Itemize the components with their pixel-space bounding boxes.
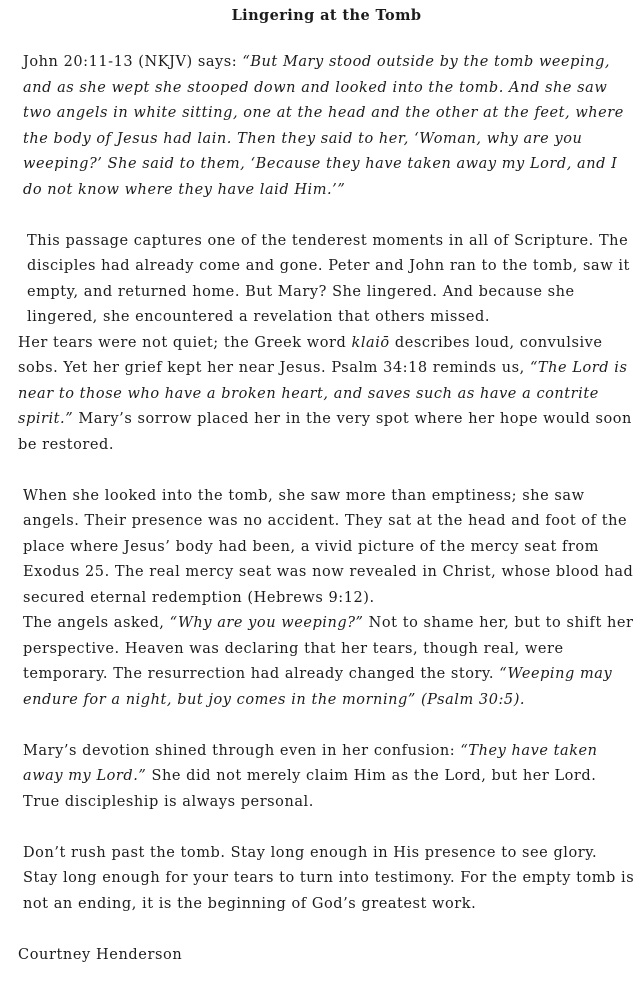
psalm-30-quote: “Weeping may endure for a night, but joy comes in the morning” (Psalm 30:5).: [23, 666, 613, 708]
paragraph-tears: Her tears were not quiet; the Greek word klaiō describes loud, convulsive sobs. Yet her grief kept her near Jesus. Psalm 34:18 reminds us, “The Lord is near to those who have a broken heart, and saves such as have a contrite spirit.” Mary’s sorrow placed her in the very spot where her hope would soon be restored.: [18, 334, 632, 453]
scripture-quote: “But Mary stood outside by the tomb weeping, and as she wept she stooped down and looked into the tomb. And she saw two angels in white sitting, one at the head and the other at the feet, where the body of Jesus had lain. Then they said to her, ‘Woman, why are you weeping?’ She said to them, ‘Because they have taken away my Lord, and I do not know where they have laid Him.’”: [23, 54, 624, 198]
paragraph-devotion: Mary’s devotion shined through even in her confusion: “They have taken away my Lord.” She did not merely claim Him as the Lord, but her Lord. True discipleship is always personal.: [23, 742, 598, 810]
scripture-reference: John 20:11-13 (NKJV) says:: [23, 54, 243, 70]
page-title: Lingering at the Tomb: [231, 7, 422, 24]
paragraph-closing: Don’t rush past the tomb. Stay long enough in His presence to see glory. Stay long enough for your tears to turn into testimony. For the empty tomb is not an ending, it is the beginning of God’s greatest work.: [23, 844, 635, 912]
paragraph-angels: When she looked into the tomb, she saw more than emptiness; she saw angels. Their presence was no accident. They sat at the head and foot of the place where Jesus’ body had been, a vivid picture of the mercy seat from Exodus 25. The real mercy seat was now revealed in Christ, whose blood had secured eternal redemption (Hebrews 9:12).: [23, 487, 634, 606]
paragraph-tender-moment: This passage captures one of the tenderest moments in all of Scripture. The disciples had already come and gone. Peter and John ran to the tomb, saw it empty, and returned home. But Mary? She lingered. And because she lingered, she encountered a revelation that others missed.: [27, 232, 630, 325]
psalm-quote: “The Lord is near to those who have a broken heart, and saves such as have a contrite spirit.”: [18, 360, 628, 427]
mary-quote: “They have taken away my Lord.”: [23, 742, 598, 784]
author-signature: Courtney Henderson: [18, 946, 183, 963]
scripture-paragraph: [18, 50, 635, 203]
angels-quote: “Why are you weeping?”: [169, 615, 364, 631]
greek-word: klaiō: [351, 334, 390, 351]
paragraph-why-weeping: The angels asked, “Why are you weeping?” Not to shame her, but to shift her perspective. Heaven was declaring that her tears, though real, were temporary. The resurrection had already changed the story. “Weeping may endure for a night, but joy comes in the morning” (Psalm 30:5).: [23, 615, 634, 708]
